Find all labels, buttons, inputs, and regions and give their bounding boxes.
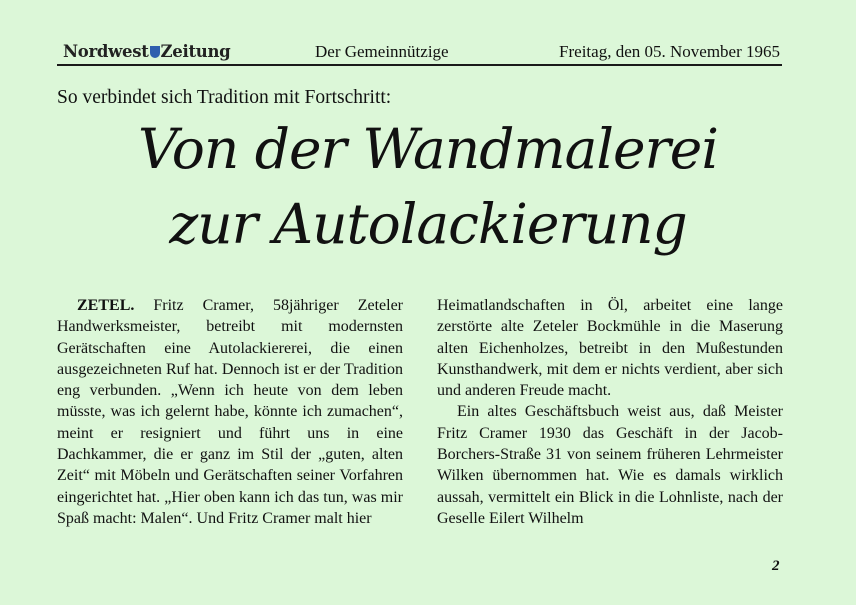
crest-icon [150,46,160,58]
headline-line-1: Von der Wandmalerei [138,117,718,181]
page-number: 2 [772,558,780,574]
newspaper-header [57,40,782,66]
article-kicker: So verbindet sich Tradition mit Fortschritt: [57,87,392,108]
issue-date: Freitag, den 05. November 1965 [559,42,780,61]
headline-line-2: zur Autolackierung [169,192,687,256]
article-paragraph-2: Heimatlandschaften in Öl, arbeitet eine lange zerstörte alte Zeteler Bockmühle in die Maserung alten Eichenholzes, betreibt in den Mußestunden Kunsthandwerk, mit dem er nichts verdient, aber sich und anderen Freude macht. [437,297,783,400]
article-column-1 [57,295,403,529]
article-paragraph-3: Ein altes Geschäftsbuch weist aus, daß Meister Fritz Cramer 1930 das Geschäft in der Jacob-Borchers-Straße 31 von seinem früheren Lehrmeister Wilken übernommen hat. Wie es damals wirklich aussah, vermittelt ein Blick in die Lohnliste, nach der Geselle Eilert Wilhelm [437,403,783,527]
masthead-left: Nordwest [63,42,149,61]
article-column-2 [437,295,783,529]
masthead-logo [63,42,230,61]
section-title: Der Gemeinnützige [315,42,449,61]
article-paragraph-1 [57,295,403,529]
masthead-right: Zeitung [160,42,231,61]
article-headline [0,112,856,262]
paragraph-1-text: Fritz Cramer, 58jähriger Zeteler Handwerksmeister, betreibt mit modernsten Gerätschaften eine Autolackiererei, die einen ausgezeichneten Ruf hat. Dennoch ist er der Tradition eng verbunden. „Wenn ich heute von dem leben müsste, was ich gelernt habe, könnte ich zumachen“, meint er resigniert und führt uns in eine Dachkammer, die er ganz im Stil der „guten, alten Zeit“ mit Möbeln und Gerätschaften seiner Vorfahren eingerichtet hat. „Hier oben kann ich das tun, was mir Spaß macht: Malen“. Und Fritz Cramer malt hier [57,297,403,527]
dateline: ZETEL. [77,297,135,314]
